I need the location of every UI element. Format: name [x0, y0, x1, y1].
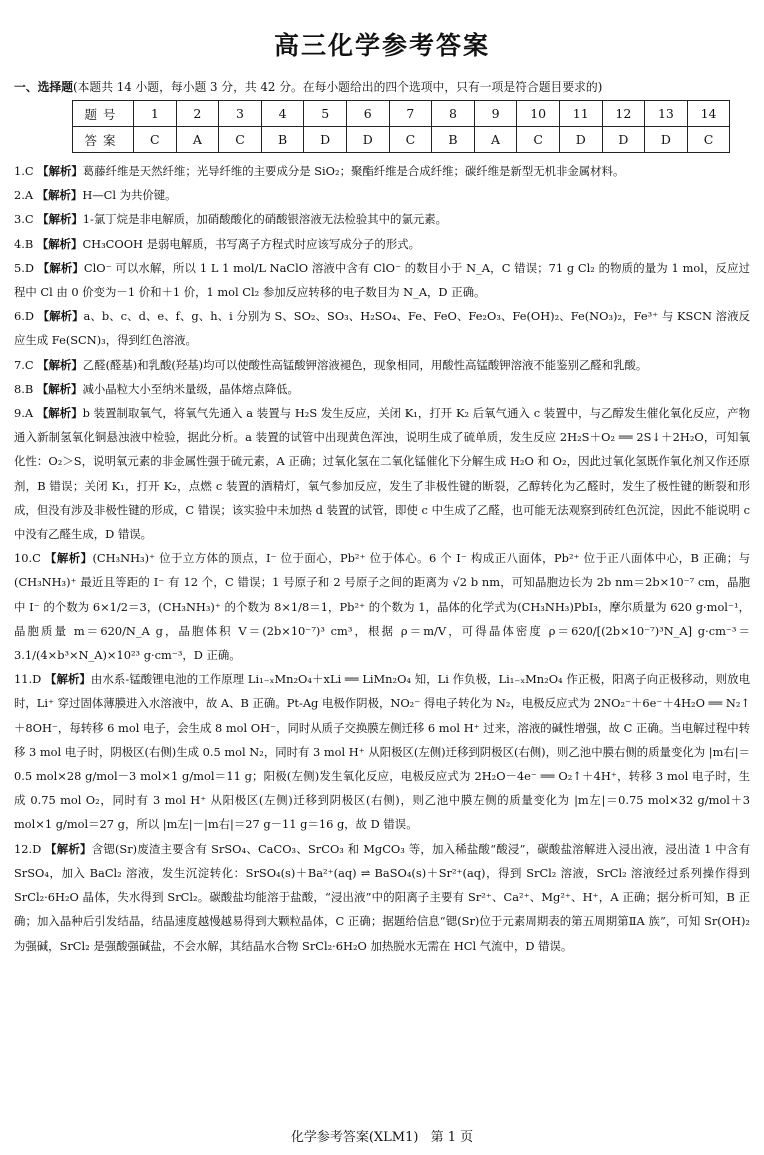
explanation-text: b 装置制取氧气，将氧气先通入 a 装置与 H₂S 发生反应，关闭 K₁，打开 K₂ 后氧气通入 c 装置中，与乙醇发生催化氧化反应，产物通入新制氢氧化铜悬浊液中检验，据此分析。a 装置的试管中出现黄色浑浊，说明生成了硫单质，发生反应 2H₂S＋O₂ ══ 2S↓＋2H₂O，可知氧化性：O₂＞S，说明氧元素的非金属性强于硫元素，A 正确；过氧化氢在二氧化锰催化下分解生成 H₂O 和 O₂，因此过氧化氢既作氧化剂又作还原剂，B 错误；关闭 K₁，打开 K₂，点燃 c 装置的酒精灯，氧气参加反应，发生了非极性键的断裂，乙醇转化为乙醛时，发生了极性键的断裂和形成，但没有涉及非极性键的形成，C 错误；该实验中未加热 d 装置的试管，即使 c 中生成了乙醛，也可能无法观察到砖红色沉淀，因此不能说明 c 中没有乙醛生成，D 错误。	[14, 406, 750, 542]
question-answer-label: 7.C	[14, 357, 34, 372]
question-number-cell: 9	[474, 101, 517, 127]
footer-page-number: 第 1 页	[430, 1130, 474, 1145]
explanation-text: 1-氯丁烷是非电解质，加硝酸酸化的硝酸银溶液无法检验其中的氯元素。	[82, 212, 448, 227]
answer-cell: D	[602, 127, 645, 153]
question-number-cell: 11	[559, 101, 602, 127]
answer-cell: D	[645, 127, 688, 153]
question-number-cell: 14	[687, 101, 730, 127]
analysis-tag: 【解析】	[44, 672, 91, 687]
number-row	[73, 101, 730, 127]
explanation-text: 减小晶粒大小至纳米量级，晶体熔点降低。	[82, 381, 299, 396]
explanation-text: 葛藤纤维是天然纤维；光导纤维的主要成分是 SiO₂；聚酯纤维是合成纤维；碳纤维是新型无机非金属材料。	[82, 164, 625, 178]
page-title: 高三化学参考答案	[273, 31, 490, 60]
footer-subject: 化学参考答案(XLM1)	[290, 1130, 419, 1145]
explanation-item	[14, 353, 750, 377]
answer-cell: B	[261, 127, 304, 153]
question-answer-label: 12.D	[14, 841, 42, 856]
question-answer-label: 2.A	[14, 188, 34, 203]
explanation-item	[14, 232, 750, 256]
question-number-cell: 13	[645, 101, 688, 127]
explanation-item	[14, 207, 750, 231]
explanation-item	[14, 377, 750, 401]
question-number-cell: 10	[517, 101, 560, 127]
answer-row	[73, 127, 730, 153]
question-answer-label: 11.D	[14, 672, 42, 687]
section-note: (本题共 14 小题，每小题 3 分，共 42 分。在每小题给出的四个选项中，只有一项是符合题目要求的)	[73, 80, 603, 94]
question-answer-label: 6.D	[14, 309, 35, 324]
section-title: 一、选择题	[14, 80, 73, 94]
question-answer-label: 8.B	[14, 381, 34, 396]
explanation-item	[14, 546, 750, 667]
question-number-cell: 7	[389, 101, 432, 127]
question-number-cell: 2	[176, 101, 219, 127]
explanation-text: 乙醛(醛基)和乳酸(羟基)均可以使酸性高锰酸钾溶液褪色，现象相同，用酸性高锰酸钾溶液不能鉴别乙醛和乳酸。	[82, 357, 648, 372]
question-answer-label: 9.A	[14, 406, 34, 421]
answer-cell: C	[687, 127, 730, 153]
explanation-item	[14, 256, 750, 304]
question-number-cell: 12	[602, 101, 645, 127]
explanation-item	[14, 401, 750, 546]
answer-cell: A	[176, 127, 219, 153]
analysis-tag: 【解析】	[36, 406, 83, 421]
question-answer-label: 5.D	[14, 260, 35, 275]
explanation-item	[14, 159, 750, 183]
analysis-tag: 【解析】	[44, 551, 93, 566]
question-answer-label: 1.C	[14, 164, 34, 178]
explanation-text: CH₃COOH 是弱电解质，书写离子方程式时应该写成分子的形式。	[82, 236, 420, 251]
question-answer-label: 4.B	[14, 236, 34, 251]
question-answer-label: 3.C	[14, 212, 34, 227]
explanation-list	[14, 159, 750, 958]
answer-cell: C	[389, 127, 432, 153]
explanation-text: a、b、c、d、e、f、g、h、i 分别为 S、SO₂、SO₃、H₂SO₄、Fe、FeO、Fe₂O₃、Fe(OH)₂、Fe(NO₃)₂，Fe³⁺ 与 KSCN 溶液反应生成 Fe(SCN)₃，得到红色溶液。	[14, 309, 750, 348]
explanation-text: (CH₃NH₃)⁺ 位于立方体的顶点，I⁻ 位于面心，Pb²⁺ 位于体心。6 个 I⁻ 构成正八面体，Pb²⁺ 位于正八面体中心，B 正确；与(CH₃NH₃)⁺ 最近且等距的 I⁻ 有 12 个，C 错误；1 号原子和 2 号原子之间的距离为 √2 b nm，可知晶胞边长为 2b nm＝2b×10⁻⁷ cm，晶胞中 I⁻ 的个数为 6×1/2＝3，(CH₃NH₃)⁺ 的个数为 8×1/8＝1，Pb²⁺ 的个数为 1，晶体的化学式为(CH₃NH₃)PbI₃，摩尔质量为 620 g·mol⁻¹，晶胞质量 m＝620/N_A g，晶胞体积 V＝(2b×10⁻⁷)³ cm³，根据 ρ＝m/V，可得晶体密度 ρ＝620/[(2b×10⁻⁷)³N_A] g·cm⁻³＝3.1/(4×b³×N_A)×10²³ g·cm⁻³，D 正确。	[14, 551, 750, 663]
question-number-cell: 1	[134, 101, 177, 127]
answer-cell: D	[304, 127, 347, 153]
explanation-item	[14, 667, 750, 836]
analysis-tag: 【解析】	[37, 309, 84, 324]
analysis-tag: 【解析】	[36, 381, 83, 396]
analysis-tag: 【解析】	[37, 357, 83, 372]
answer-cell: C	[219, 127, 262, 153]
analysis-tag: 【解析】	[36, 236, 83, 251]
explanation-text: H—Cl 为共价键。	[82, 188, 177, 203]
question-number-cell: 5	[304, 101, 347, 127]
question-number-cell: 3	[219, 101, 262, 127]
question-number-cell: 4	[261, 101, 304, 127]
explanation-text: ClO⁻ 可以水解，所以 1 L 1 mol/L NaClO 溶液中含有 ClO⁻ 的数目小于 N_A，C 错误；71 g Cl₂ 的物质的量为 1 mol，反应过程中 Cl 由 0 价变为－1 价和＋1 价，1 mol Cl₂ 参加反应转移的电子数目为 N_A，D 正确。	[14, 260, 750, 300]
section-heading	[14, 78, 750, 96]
analysis-tag: 【解析】	[45, 841, 92, 856]
analysis-tag: 【解析】	[36, 188, 83, 203]
explanation-text: 由水系-锰酸锂电池的工作原理 Li₁₋ₓMn₂O₄＋xLi ══ LiMn₂O₄ 知，Li 作负极，Li₁₋ₓMn₂O₄ 作正极，阳离子向正极移动，则放电时，Li⁺ 穿过固体薄膜进入水溶液中，故 A、B 正确。Pt-Ag 电极作阴极，NO₂⁻ 得电子转化为 N₂，电极反应式为 2NO₂⁻＋6e⁻＋4H₂O ══ N₂↑＋8OH⁻，每转移 6 mol 电子，会生成 8 mol OH⁻，同时从质子交换膜左侧迁移 6 mol H⁺ 过来，溶液的碱性增强，故 C 正确。当电解过程中转移 3 mol 电子时，阴极区(右侧)生成 0.5 mol N₂，同时有 3 mol H⁺ 从阳极区(左侧)迁移到阴极区(右侧)，则乙池中膜右侧的质量变化为 |m右|＝0.5 mol×28 g/mol－3 mol×1 g/mol＝11 g；阳极(左侧)发生氧化反应，电极反应式为 2H₂O－4e⁻ ══ O₂↑＋4H⁺，转移 3 mol 电子时，生成 0.75 mol O₂，同时有 3 mol H⁺ 从阳极区(左侧)迁移到阴极区(右侧)，则乙池中膜左侧的质量变化为 |m左|＝0.75 mol×32 g/mol＋3 mol×1 g/mol＝27 g，所以 |m左|－|m右|＝27 g－11 g＝16 g，故 D 错误。	[14, 672, 750, 832]
answer-cell: C	[134, 127, 177, 153]
answer-cell: A	[474, 127, 517, 153]
question-number-cell: 8	[432, 101, 475, 127]
explanation-item	[14, 837, 750, 958]
analysis-tag: 【解析】	[37, 260, 84, 275]
explanation-item	[14, 183, 750, 207]
answer-cell: C	[517, 127, 560, 153]
answer-cell: D	[559, 127, 602, 153]
question-answer-label: 10.C	[14, 551, 41, 566]
answer-cell: B	[432, 127, 475, 153]
explanation-item	[14, 304, 750, 352]
page-footer	[0, 1126, 764, 1145]
analysis-tag: 【解析】	[37, 164, 83, 178]
row-label-answer: 答案	[73, 127, 134, 153]
row-label-number: 题号	[73, 101, 134, 127]
question-number-cell: 6	[346, 101, 389, 127]
analysis-tag: 【解析】	[37, 212, 83, 227]
explanation-text: 含锶(Sr)废渣主要含有 SrSO₄、CaCO₃、SrCO₃ 和 MgCO₃ 等，加入稀盐酸“酸浸”，碳酸盐溶解进入浸出液，浸出渣 1 中含有 SrSO₄，加入 BaCl₂ 溶液，发生沉淀转化：SrSO₄(s)＋Ba²⁺(aq) ⇌ BaSO₄(s)＋Sr²⁺(aq)，得到 SrCl₂ 溶液，SrCl₂ 溶液经过系列操作得到 SrCl₂·6H₂O 晶体，失水得到 SrCl₂。碳酸盐均能溶于盐酸，“浸出液”中的阳离子主要有 Sr²⁺、Ca²⁺、Mg²⁺、H⁺，A 正确；据分析可知，B 正确；加入晶种后引发结晶，结晶速度越慢越易得到大颗粒晶体，C 正确；据题给信息“锶(Sr)位于元素周期表的第五周期第ⅡA 族”，可知 Sr(OH)₂ 为强碱，SrCl₂ 是强酸强碱盐，不会水解，其结晶水合物 SrCl₂·6H₂O 加热脱水无需在 HCl 气流中，D 错误。	[14, 841, 750, 953]
answer-table	[72, 100, 730, 153]
answer-cell: D	[346, 127, 389, 153]
